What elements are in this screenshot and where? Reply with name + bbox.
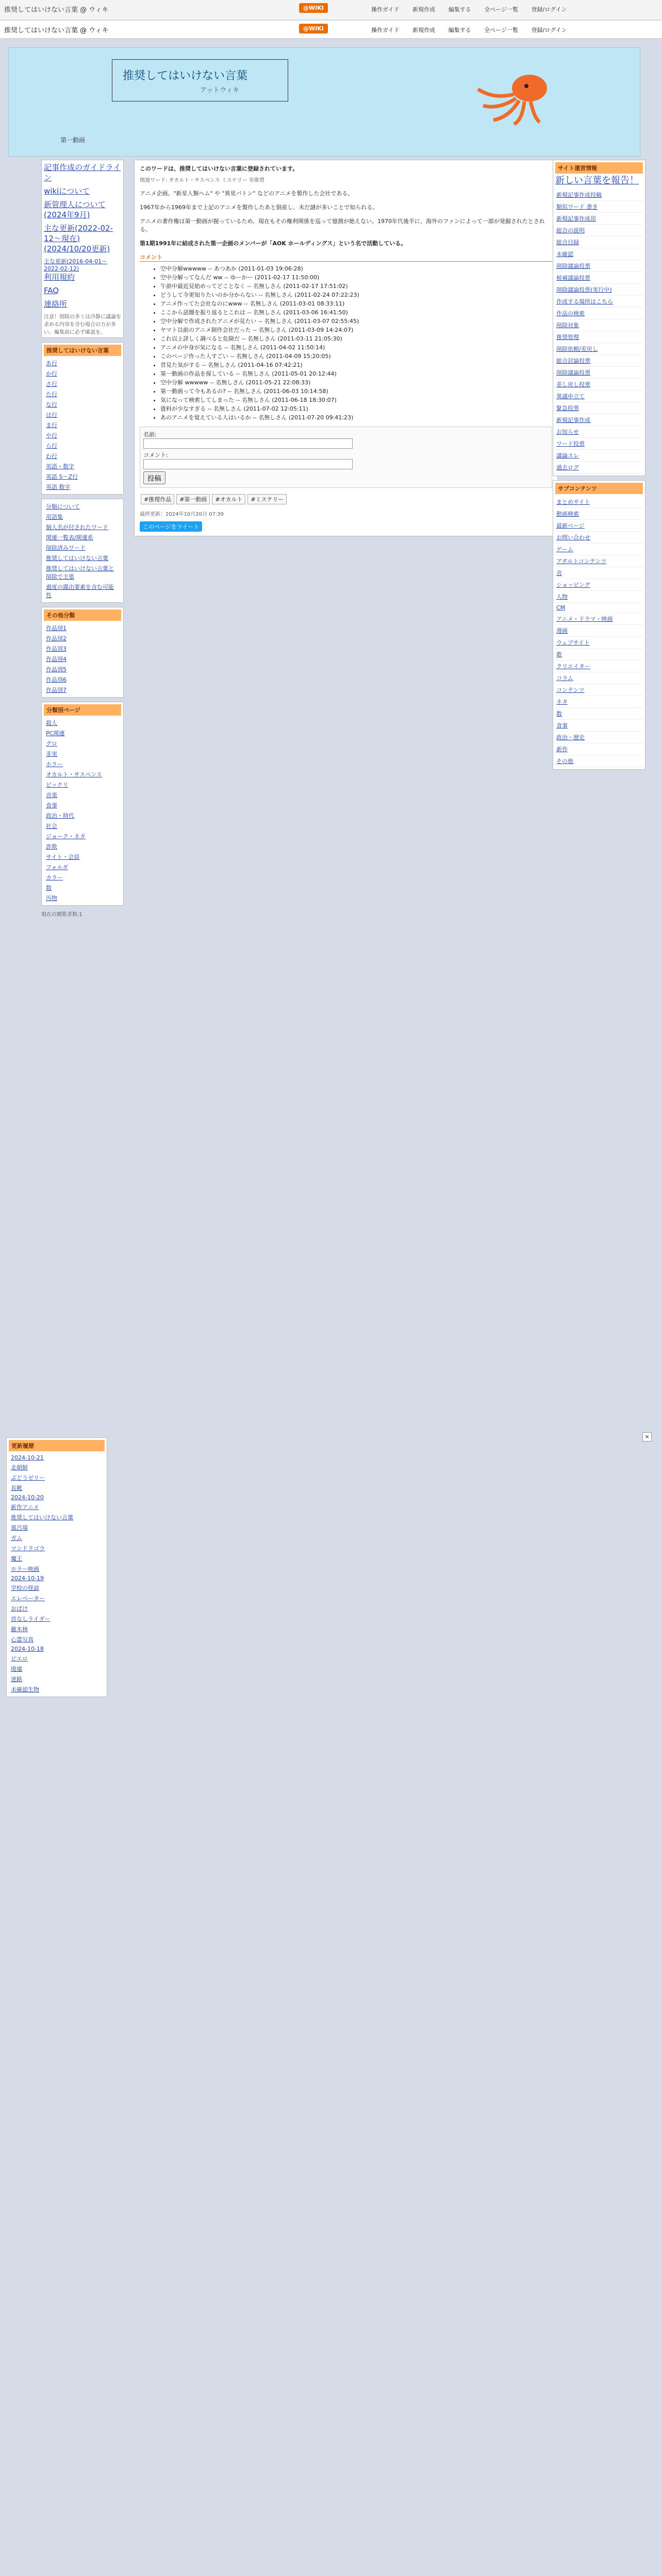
tool-edit[interactable]: 編集する bbox=[448, 6, 471, 13]
intro-1: アニメ企画。"新星人類ヘム" や "異星バトン" などのアニメを製作した会社である。 bbox=[140, 190, 354, 197]
update-item[interactable]: おばけ bbox=[11, 1605, 28, 1612]
update-item[interactable]: 未確認生物 bbox=[11, 1686, 39, 1693]
right-link[interactable]: 削除対象 bbox=[555, 319, 643, 331]
tweet-button[interactable]: このページをツイート bbox=[140, 521, 202, 532]
category-link[interactable]: ビックリ bbox=[46, 782, 69, 788]
right-link[interactable]: 削除議論投票 bbox=[555, 367, 643, 379]
subcontent-link[interactable]: ゲーム bbox=[555, 544, 643, 555]
contact-link[interactable]: 連絡所 bbox=[44, 299, 68, 309]
extra-list bbox=[44, 623, 121, 695]
octopus-icon bbox=[473, 69, 555, 125]
update-item[interactable]: 雑木林 bbox=[11, 1626, 28, 1633]
update-item[interactable]: 2024-10-18 bbox=[11, 1646, 44, 1652]
top-tools bbox=[371, 5, 578, 13]
subcontent-link[interactable]: 音 bbox=[555, 567, 643, 579]
right-link[interactable]: 差し戻し投票 bbox=[555, 379, 643, 391]
faq-link[interactable]: FAQ bbox=[44, 286, 59, 295]
sticky-guide[interactable]: 操作ガイド bbox=[371, 27, 400, 33]
extra-link[interactable]: 作品別5 bbox=[46, 666, 67, 673]
category-link[interactable]: ジョーク・ネタ bbox=[46, 833, 86, 840]
category-link[interactable]: 汚物 bbox=[46, 895, 57, 902]
extra-head: その他分類 bbox=[44, 609, 121, 621]
aux-link[interactable]: 推奨してはいけない言葉 bbox=[46, 555, 108, 562]
last-updated: 最終更新：2024年10月20日 07:39 bbox=[140, 512, 224, 517]
right-link[interactable]: 総合討論投票 bbox=[555, 355, 643, 367]
subcontent-link[interactable]: お問い合わせ bbox=[555, 532, 643, 544]
category-link[interactable]: 政治・時代 bbox=[46, 812, 74, 819]
update-item[interactable]: 迷路 bbox=[11, 1676, 22, 1683]
tag-chip[interactable]: #推理作品 bbox=[141, 494, 174, 504]
comment-item: • 第一動画って今もあるの? -- 名無しさん (2011-06-03 10:14:58) bbox=[160, 387, 552, 395]
subcontent-link[interactable]: 数 bbox=[555, 708, 643, 720]
category-link[interactable]: 殺人 bbox=[46, 720, 57, 726]
kana-link[interactable]: ま行 bbox=[46, 422, 57, 429]
banner-logo-text: 推奨してはいけない言葉 bbox=[123, 70, 248, 82]
subcontent-link[interactable]: 新作 bbox=[555, 743, 643, 755]
kana-list bbox=[44, 358, 121, 492]
update-item[interactable]: ホラー映画 bbox=[11, 1566, 39, 1572]
subcontent-link[interactable]: まとめサイト bbox=[555, 496, 643, 508]
form-comment-label: コメント: bbox=[143, 452, 168, 459]
update-item[interactable]: マンドラゴラ bbox=[11, 1545, 45, 1552]
update-box bbox=[6, 1437, 107, 1697]
comment-item: • 空中分解wwwww -- あつあか (2011-01-03 19:06:28) bbox=[160, 265, 552, 273]
update-item[interactable]: ガム bbox=[11, 1535, 22, 1541]
tag-chip[interactable]: #第一動画 bbox=[176, 494, 210, 504]
tag-chip[interactable]: #ミステリー bbox=[247, 494, 287, 504]
category-link[interactable]: 数 bbox=[46, 885, 52, 891]
extra-link[interactable]: 作品別1 bbox=[46, 625, 67, 632]
tool-guide[interactable]: 操作ガイド bbox=[371, 6, 400, 13]
banner-nav[interactable]: 第一動画 bbox=[60, 137, 86, 144]
right-link[interactable]: 候補議論投票 bbox=[555, 272, 643, 284]
comment-item: • 空中分解 wwwww -- 名無しさん (2011-05-21 22:08:33) bbox=[160, 379, 552, 386]
comment-item: • 午前中最近見始めってどことなく -- 名無しさん (2011-02-17 17:51:02) bbox=[160, 282, 552, 290]
update-item[interactable]: 首なしライダー bbox=[11, 1616, 51, 1622]
comment-item: • ここから話題を振り返るとこれは -- 名無しさん (2011-03-06 16:41:50) bbox=[160, 309, 552, 316]
extra-link[interactable]: 作品別4 bbox=[46, 656, 67, 663]
kana-link[interactable]: か行 bbox=[46, 370, 57, 377]
right-sidebar bbox=[553, 160, 646, 774]
right-link[interactable]: 削除依頼/差戻し bbox=[555, 343, 643, 355]
update-history bbox=[6, 1437, 107, 1701]
form-name-label: 名前: bbox=[143, 431, 157, 438]
old-updates-link[interactable]: 主な更新(2016-04-01～2022-02-12) bbox=[44, 258, 108, 272]
submit-button[interactable]: 投稿 bbox=[143, 471, 166, 484]
right-head-2: サブコンテンツ bbox=[555, 483, 643, 494]
mini-links bbox=[44, 257, 121, 309]
kana-link[interactable]: ら行 bbox=[46, 443, 57, 449]
update-item[interactable]: 長靴 bbox=[11, 1485, 22, 1492]
right-link[interactable]: お知らせ bbox=[555, 426, 643, 438]
comment-input[interactable] bbox=[143, 459, 353, 469]
close-icon[interactable]: × bbox=[642, 1432, 652, 1442]
kana-link[interactable]: 英語 数字 bbox=[46, 484, 71, 490]
subcontent-link[interactable]: アニメ・ドラマ・映画 bbox=[555, 613, 643, 625]
new-admin-link[interactable]: 新管理人について(2024年9月) bbox=[44, 200, 106, 219]
aux-box bbox=[41, 499, 124, 603]
category-link[interactable]: 詐欺 bbox=[46, 843, 57, 850]
terms-link[interactable]: 利用規約 bbox=[44, 273, 75, 282]
atwiki-logo[interactable]: @WIKI bbox=[299, 3, 328, 13]
category-link[interactable]: オカルト・サスペンス bbox=[46, 771, 102, 778]
category-link[interactable]: 食事 bbox=[46, 802, 57, 809]
extra-link[interactable]: 作品別6 bbox=[46, 676, 67, 683]
intro-4: 第1期1991年に結成された第一企画のメンバーが「AOK ホールディングス」という名で活動している。 bbox=[140, 240, 407, 247]
banner-logo-sub: アットウィキ bbox=[200, 87, 240, 94]
report-new-word-link[interactable]: 新しい言葉を報告！ bbox=[555, 175, 639, 186]
top-bar bbox=[0, 0, 662, 20]
update-item[interactable]: 新作アニメ bbox=[11, 1504, 39, 1511]
category-link[interactable]: 非実 bbox=[46, 751, 57, 757]
subcontent-link[interactable]: 動画検索 bbox=[555, 508, 643, 520]
kana-link[interactable]: た行 bbox=[46, 391, 57, 398]
right-box-1 bbox=[553, 160, 646, 476]
subcontent-link[interactable]: クリエイター bbox=[555, 660, 643, 672]
kana-link[interactable]: 英語・数字 bbox=[46, 463, 74, 470]
extra-box bbox=[41, 607, 124, 698]
kana-link[interactable]: わ行 bbox=[46, 453, 57, 460]
cat-list bbox=[44, 718, 121, 903]
comment-item: • アニメ作ってた会社なのにwww -- 名無しさん (2011-03-01 08:33:11) bbox=[160, 300, 552, 308]
category-link[interactable]: 社会 bbox=[46, 823, 57, 829]
subcontent-link[interactable]: CM bbox=[555, 603, 643, 613]
comment-item: • ヤマト以前のアニメ制作会社だった -- 名無しさん (2011-03-09 14:24:07) bbox=[160, 326, 552, 334]
extra-link[interactable]: 作品別3 bbox=[46, 646, 67, 652]
wiki-about-link[interactable]: wikiについて bbox=[44, 187, 90, 196]
right-link[interactable]: 作成する場所はこちら bbox=[555, 296, 643, 308]
update-list bbox=[9, 1453, 105, 1694]
right-box-2 bbox=[553, 480, 646, 770]
subcontent-link[interactable]: コンテンツ bbox=[555, 684, 643, 696]
subcontent-link[interactable]: 食事 bbox=[555, 720, 643, 732]
comment-item: • 資料が少なすぎる -- 名無しさん (2011-07-02 12:05:11) bbox=[160, 405, 552, 413]
update-head: 更新履歴 bbox=[9, 1440, 105, 1451]
update-item[interactable]: 北朝鮮 bbox=[11, 1464, 28, 1471]
right-link[interactable]: 総合の説明 bbox=[555, 225, 643, 236]
intro-3: アニメの著作権は第一動画が握っているため、現在もその権利関係を巡って憶測が絶えない。1970年代後半に、海外のファンによって一部が発掘されたとされる。 bbox=[140, 218, 545, 233]
category-link[interactable]: ホラー bbox=[46, 761, 63, 768]
sticky-atwiki-logo[interactable]: @WIKI bbox=[299, 24, 328, 33]
sticky-allpages[interactable]: 全ページ一覧 bbox=[484, 27, 518, 33]
aux-link[interactable]: 推奨してはいけない言葉と削除で主張 bbox=[46, 565, 114, 580]
site-title[interactable]: 推奨してはいけない言葉 @ ウィキ bbox=[4, 6, 109, 14]
right-link[interactable]: 未確認 bbox=[555, 248, 643, 260]
page-heading: このワードは、推奨してはいけない言葉に登録されています。 bbox=[140, 165, 299, 172]
comment-item: • あのアニメを覚えている人はいるか -- 名無しさん (2011-07-20 09:41:23) bbox=[160, 414, 552, 421]
subcontent-link[interactable]: アダルトコンテンツ bbox=[555, 555, 643, 567]
comment-item: • どうして今更知りたいのか分からない -- 名無しさん (2011-02-24 07:22:23) bbox=[160, 291, 552, 299]
kana-link[interactable]: さ行 bbox=[46, 381, 57, 387]
sticky-new[interactable]: 新規作成 bbox=[412, 27, 436, 33]
cat-box bbox=[41, 702, 124, 906]
comment-list bbox=[140, 265, 552, 421]
visitor-count: 現在の閲覧者数:1 bbox=[41, 912, 82, 918]
comment-item: • このページ作った人すごい -- 名無しさん (2011-04-09 15:20:05) bbox=[160, 352, 552, 360]
main-content bbox=[134, 160, 558, 536]
comment-item: • 空中分解ってなんだ ww -- ゆーかー (2011-02-17 11:50:00) bbox=[160, 274, 552, 281]
extra-link[interactable]: 作品別2 bbox=[46, 635, 67, 642]
category-link[interactable]: フォルダ bbox=[46, 864, 69, 871]
right-link[interactable]: 新規記事作成用 bbox=[555, 213, 643, 225]
right-link[interactable]: 新規記事作成 bbox=[555, 414, 643, 426]
right-link[interactable]: 類似ワード 書き bbox=[555, 201, 643, 213]
subcontent-link[interactable]: ネタ bbox=[555, 696, 643, 708]
update-item[interactable]: ピエロ bbox=[11, 1655, 28, 1662]
right-link[interactable]: 異議申立て bbox=[555, 391, 643, 402]
comment-item: • 第一動画の作品を探している -- 名無しさん (2011-05-01 20:12:44) bbox=[160, 370, 552, 378]
site-banner bbox=[8, 47, 640, 157]
right-link[interactable]: 議論スレ bbox=[555, 450, 643, 462]
main-updates-link[interactable]: 主な更新(2022-02-12～現在)(2024/10/20更新) bbox=[44, 224, 113, 253]
aux-link[interactable]: 個人名が付されたワード bbox=[46, 524, 108, 531]
category-link[interactable]: 音楽 bbox=[46, 792, 57, 799]
tool-new[interactable]: 新規作成 bbox=[412, 6, 436, 13]
comment-item: • アニメの中身が気になる -- 名無しさん (2011-04-02 11:50:14) bbox=[160, 344, 552, 351]
subcontent-link[interactable]: 最新ページ bbox=[555, 520, 643, 532]
subcontent-link[interactable]: 歌 bbox=[555, 649, 643, 660]
category-link[interactable]: カラー bbox=[46, 874, 63, 881]
right-list-2 bbox=[555, 496, 643, 767]
update-item[interactable]: 心霊写真 bbox=[11, 1636, 34, 1643]
category-link[interactable]: PC関連 bbox=[46, 730, 65, 737]
aux-list bbox=[44, 501, 121, 600]
update-item[interactable]: 2024-10-19 bbox=[11, 1575, 44, 1582]
cat-head: 分類別ページ bbox=[44, 704, 121, 716]
aux-link[interactable]: 分類について bbox=[46, 503, 80, 510]
right-link[interactable]: 緊急投票 bbox=[555, 402, 643, 414]
comment-item: • これ以上詳しく調べると危険だ -- 名無しさん (2011-03-11 21:05:30) bbox=[160, 335, 552, 343]
subcontent-link[interactable]: コラム bbox=[555, 672, 643, 684]
words-box bbox=[41, 342, 124, 495]
tag-row bbox=[140, 493, 552, 505]
right-link[interactable]: 削除議論投票 bbox=[555, 260, 643, 272]
update-item[interactable]: 廃墟 bbox=[11, 1666, 22, 1672]
sticky-login[interactable]: 登録/ログイン bbox=[531, 27, 567, 33]
right-link[interactable]: 削除議論投票(実行中) bbox=[555, 284, 643, 296]
comment-item: • 昔見た気がする -- 名無しさん (2011-04-16 07:42:21) bbox=[160, 361, 552, 369]
subcontent-link[interactable]: 政治・歴史 bbox=[555, 732, 643, 743]
right-link[interactable]: 推奨管理 bbox=[555, 331, 643, 343]
update-item[interactable]: 2024-10-20 bbox=[11, 1494, 44, 1501]
kana-link[interactable]: あ行 bbox=[46, 360, 57, 367]
right-link[interactable]: 総合目録 bbox=[555, 236, 643, 248]
right-list-1 bbox=[555, 189, 643, 473]
name-input[interactable] bbox=[143, 438, 353, 449]
sticky-bar bbox=[0, 21, 662, 39]
kana-link[interactable]: や行 bbox=[46, 432, 57, 439]
left-notice: 注意！削除の多くは冷静に議論を求める内容を含む場合の方が多い。編集前に必ず確認を。 bbox=[44, 314, 121, 335]
tag-chip[interactable]: #オカルト bbox=[212, 494, 245, 504]
comment-item: • 気になって検索してしまった -- 名無しさん (2011-06-18 18:30:07) bbox=[160, 396, 552, 404]
subcontent-link[interactable]: 漫画 bbox=[555, 625, 643, 637]
sticky-title[interactable]: 推奨してはいけない言葉 @ ウィキ bbox=[4, 27, 109, 35]
page-tags-line: 関連ワード: オカルト・サスペンス ミステリー 非推奨 bbox=[140, 178, 264, 183]
right-link[interactable]: 新規記事作成投稿 bbox=[555, 189, 643, 201]
subcontent-link[interactable]: 人物 bbox=[555, 591, 643, 603]
category-link[interactable]: サイト・会員 bbox=[46, 854, 80, 860]
comment-head: コメント bbox=[140, 253, 552, 262]
right-head-1: サイト運営情報 bbox=[555, 162, 643, 174]
sticky-tools bbox=[371, 26, 578, 34]
comment-form bbox=[140, 427, 552, 488]
right-link[interactable]: 作品の検索 bbox=[555, 308, 643, 319]
subcontent-link[interactable]: その他 bbox=[555, 755, 643, 767]
comment-item: • 空中分解で作成されたアニメが見たい -- 名無しさん (2011-03-07 02:55:45) bbox=[160, 317, 552, 325]
aux-link[interactable]: 削除済みワード bbox=[46, 545, 86, 551]
kana-link[interactable]: 英語 S～Z行 bbox=[46, 473, 78, 480]
aux-link[interactable]: 用語集 bbox=[46, 514, 63, 520]
update-item[interactable]: エレベーター bbox=[11, 1595, 45, 1602]
kana-link[interactable]: な行 bbox=[46, 401, 57, 408]
right-link[interactable]: 過去ログ bbox=[555, 462, 643, 473]
update-item[interactable]: 風呂場 bbox=[11, 1524, 28, 1531]
update-item[interactable]: 学校の怪談 bbox=[11, 1585, 39, 1591]
left-main-links bbox=[41, 160, 124, 338]
banner-logo-box[interactable] bbox=[112, 59, 288, 101]
tool-login[interactable]: 登録/ログイン bbox=[531, 6, 567, 13]
kana-link[interactable]: は行 bbox=[46, 412, 57, 418]
extra-link[interactable]: 作品別7 bbox=[46, 687, 67, 693]
subcontent-link[interactable]: ショッピング bbox=[555, 579, 643, 591]
update-item[interactable]: 2024-10-21 bbox=[11, 1454, 44, 1461]
guideline-link[interactable]: 記事作成のガイドライン bbox=[44, 163, 121, 182]
update-item[interactable]: 魔王 bbox=[11, 1555, 22, 1562]
update-item[interactable]: ぶどうゼリー bbox=[11, 1475, 45, 1481]
aux-link[interactable]: 過度の露出要素を含む可能性 bbox=[46, 584, 114, 599]
right-link[interactable]: ワード投票 bbox=[555, 438, 643, 450]
subcontent-link[interactable]: ウェブサイト bbox=[555, 637, 643, 649]
words-head: 推奨してはいけない言葉 bbox=[44, 345, 121, 356]
aux-link[interactable]: 関連一覧表/関連系 bbox=[46, 534, 93, 541]
category-link[interactable]: グロ bbox=[46, 740, 57, 747]
update-item[interactable]: 推奨してはいけない言葉 bbox=[11, 1514, 73, 1521]
tool-allpages[interactable]: 全ページ一覧 bbox=[484, 6, 518, 13]
intro-2: 1967年から1969年まで上記のアニメを製作したあと倒産し、未だ謎が多いことで知られる。 bbox=[140, 204, 378, 211]
sticky-edit[interactable]: 編集する bbox=[448, 27, 471, 33]
